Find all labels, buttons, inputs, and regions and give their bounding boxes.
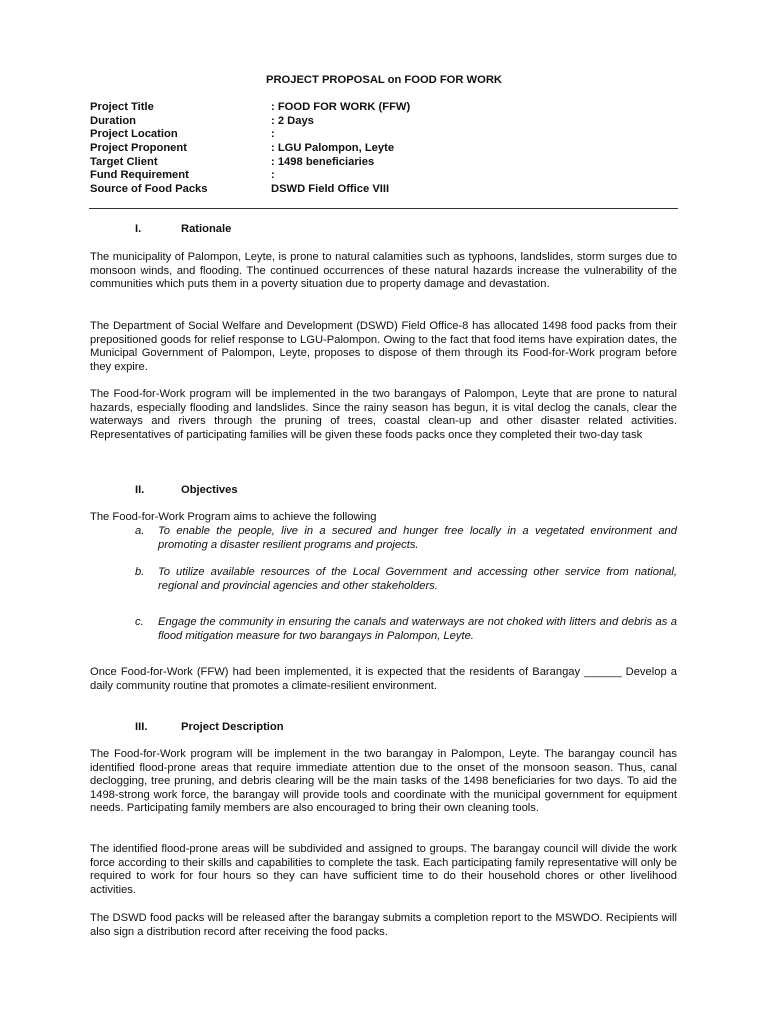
section-heading-objectives bbox=[135, 484, 238, 498]
section-number: I. bbox=[135, 223, 142, 235]
meta-value: : 2 Days bbox=[271, 114, 314, 127]
meta-value: DSWD Field Office VIII bbox=[271, 183, 390, 196]
objective-text: To utilize available resources of the Local Government and accessing other service from national, regional and provincial agencies and other stakeholders. bbox=[158, 566, 677, 592]
meta-row-project-location bbox=[90, 128, 690, 142]
meta-label: Target Client bbox=[90, 155, 158, 168]
document-title: PROJECT PROPOSAL on FOOD FOR WORK bbox=[266, 74, 502, 86]
rationale-paragraph-2: The Department of Social Welfare and Development (DSWD) Field Office-8 has allocated 1498 food packs from their prepositioned goods for relief response to LGU-Palompon. Owing to the fact that food items have expiration dates, the Municipal Government of Palompon, Leyte, proposes to dispose of them through its Food-for-Work program before they expire. bbox=[90, 320, 677, 373]
objective-item-b bbox=[135, 566, 677, 593]
meta-value: : bbox=[271, 128, 275, 141]
meta-label: Project Proponent bbox=[90, 142, 187, 155]
section-title: Project Description bbox=[181, 721, 284, 733]
meta-value: : FOOD FOR WORK (FFW) bbox=[271, 101, 411, 113]
objective-letter: a. bbox=[135, 525, 145, 537]
meta-row-fund-requirement bbox=[90, 169, 690, 183]
meta-label: Source of Food Packs bbox=[90, 183, 208, 196]
meta-row-project-title bbox=[90, 101, 690, 115]
section-title: Rationale bbox=[181, 223, 232, 235]
objectives-intro: The Food-for-Work Program aims to achieve the following bbox=[90, 511, 377, 523]
rationale-paragraph-3: The Food-for-Work program will be implemented in the two barangays of Palompon, Leyte that are prone to natural hazards, especially flooding and landslides. Since the rainy season has begun, it is vital declog the canals, clear the waterways and rivers through the pruning of trees, coastal clean-up and other disaster related activities. Representatives of participating families will be given these foods packs once they completed their two-day task bbox=[90, 388, 677, 441]
meta-label: Project Title bbox=[90, 101, 154, 113]
section-heading-rationale bbox=[135, 223, 231, 237]
objective-item-a bbox=[135, 525, 677, 552]
description-paragraph-1: The Food-for-Work program will be implement in the two barangay in Palompon, Leyte. The barangay council has identified flood-prone areas that require immediate attention due to the onset of the monsoon season. Thus, canal declogging, tree pruning, and debris clearing will be the main tasks of the 1498 beneficiaries for two days. To aid the 1498-strong work force, the barangay will provide tools and coordinate with the municipal government for equipment needs. Participating family members are also encouraged to bring their own cleaning tools. bbox=[90, 748, 677, 815]
divider-line bbox=[89, 208, 678, 209]
project-info-table bbox=[90, 101, 690, 197]
meta-value: : LGU Palompon, Leyte bbox=[271, 142, 395, 155]
description-paragraph-2: The identified flood-prone areas will be subdivided and assigned to groups. The barangay council will divide the work force according to their skills and capabilities to complete the task. Each participating family representative will only be required to work for four hours so they can have sufficient time to do their household chores or other livelihood activities. bbox=[90, 843, 677, 896]
meta-row-project-proponent bbox=[90, 142, 690, 156]
meta-row-target-client bbox=[90, 156, 690, 170]
description-paragraph-3: The DSWD food packs will be released after the barangay submits a completion report to the MSWDO. Recipients will also sign a distribution record after receiving the food packs. bbox=[90, 912, 677, 938]
rationale-paragraph-1: The municipality of Palompon, Leyte, is prone to natural calamities such as typhoons, landslides, storm surges due to monsoon winds, and flooding. The continued occurrences of these natural hazards increase the vulnerability of the communities which puts them in a poverty situation due to property damage and devastation. bbox=[90, 251, 677, 291]
section-number: II. bbox=[135, 484, 145, 496]
meta-row-source-of-food-packs bbox=[90, 183, 690, 197]
meta-label: Fund Requirement bbox=[90, 169, 189, 182]
meta-label: Project Location bbox=[90, 128, 178, 141]
section-title: Objectives bbox=[181, 484, 238, 496]
meta-value: : 1498 beneficiaries bbox=[271, 155, 375, 168]
meta-row-duration bbox=[90, 115, 690, 129]
meta-label: Duration bbox=[90, 114, 136, 127]
objective-item-c bbox=[135, 616, 677, 643]
objective-letter: b. bbox=[135, 566, 145, 578]
objectives-closing: Once Food-for-Work (FFW) had been implemented, it is expected that the residents of Barangay ______ Develop a daily community routine that promotes a climate-resilient environment. bbox=[90, 666, 677, 692]
section-heading-project-description bbox=[135, 721, 284, 735]
objective-letter: c. bbox=[135, 616, 144, 628]
section-number: III. bbox=[135, 721, 148, 733]
objective-text: Engage the community in ensuring the canals and waterways are not choked with litters and debris as a flood mitigation measure for two barangays in Palompon, Leyte. bbox=[158, 616, 677, 642]
meta-value: : bbox=[271, 169, 275, 182]
objective-text: To enable the people, live in a secured and hunger free locally in a vegetated environment and promoting a disaster resilient programs and projects. bbox=[158, 525, 677, 551]
